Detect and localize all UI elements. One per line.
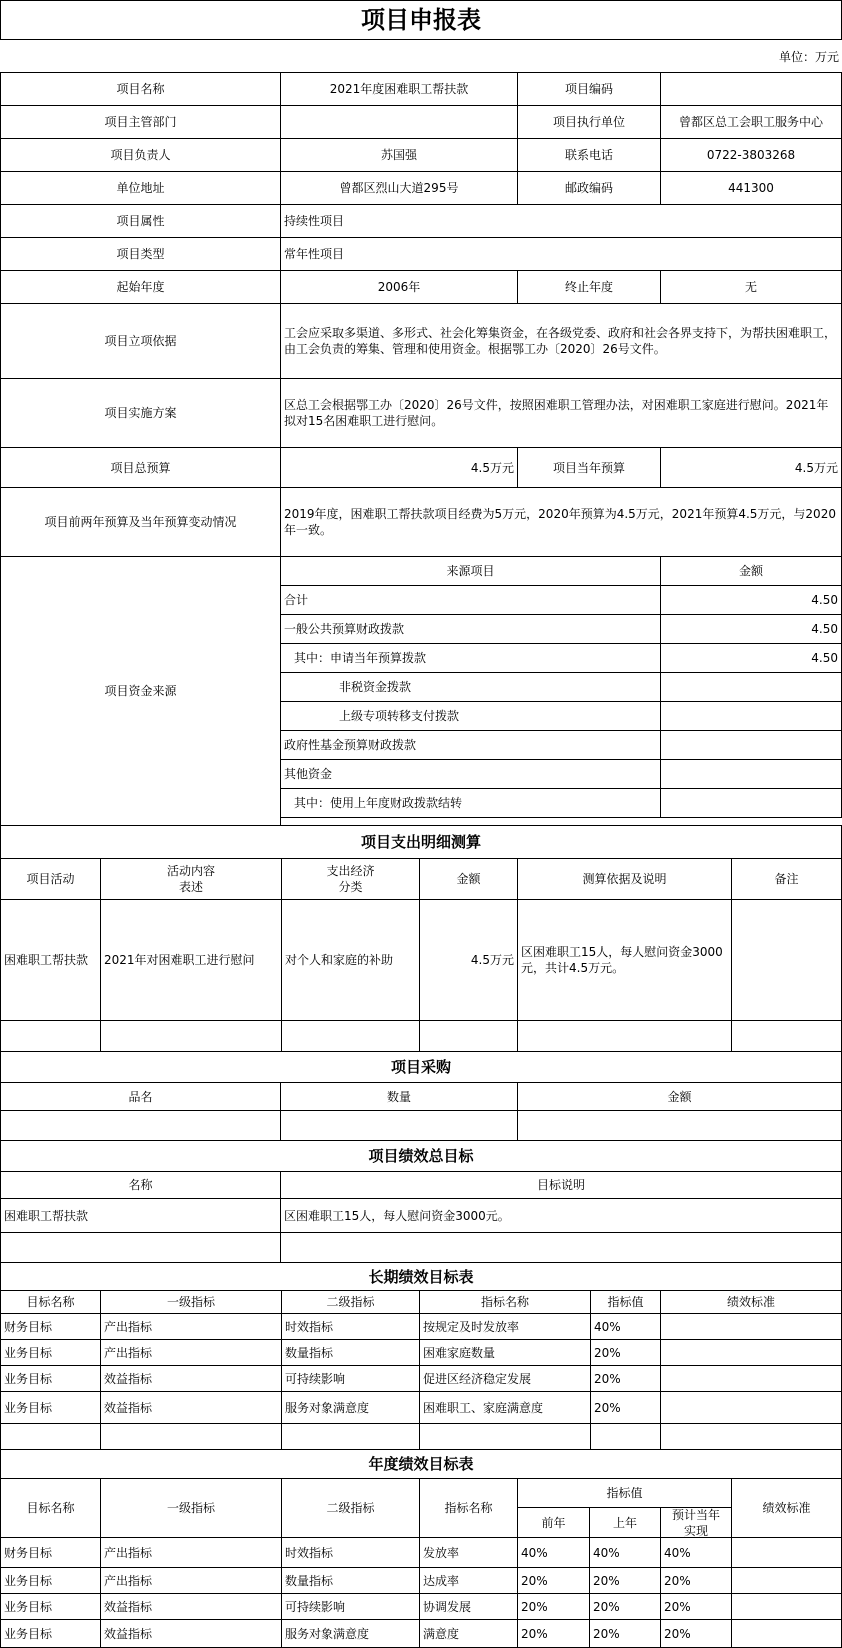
exp-h0: 项目活动: [0, 858, 101, 900]
lt-cell-1-5: [660, 1339, 842, 1366]
an-sh0: 前年: [517, 1507, 590, 1538]
lt-cell-0-4: 40%: [590, 1313, 661, 1340]
an-cell-1-6: 20%: [660, 1567, 732, 1594]
label-phone: 联系电话: [517, 138, 661, 172]
fund-amount-7: [660, 788, 842, 818]
an-cell-3-4: 20%: [517, 1619, 590, 1648]
lt-cell-3-0: 业务目标: [0, 1391, 101, 1424]
an-cell-3-5: 20%: [589, 1619, 661, 1648]
exp-r0: 困难职工帮扶款: [0, 899, 101, 1021]
lt-cell-3-5: [660, 1391, 842, 1424]
exp-empty2: [281, 1020, 420, 1052]
fund-amount-2: 4.50: [660, 643, 842, 673]
exp-empty4: [517, 1020, 732, 1052]
pur-e0: [0, 1110, 281, 1141]
exp-r2: 对个人和家庭的补助: [281, 899, 420, 1021]
lt-cell-2-5: [660, 1365, 842, 1392]
value-basis: 工会应采取多渠道、多形式、社会化筹集资金，在各级党委、政府和社会各界支持下，为帮扶困难职工，由工会负责的筹集、管理和使用资金。根据鄂工办〔2020〕26号文件。: [280, 303, 842, 379]
exp-h4: 测算依据及说明: [517, 858, 732, 900]
funds-head-src: 来源项目: [280, 556, 661, 586]
an-cell-0-6: 40%: [660, 1537, 732, 1568]
exp-r5: [731, 899, 842, 1021]
lt-cell-3-1: 效益指标: [100, 1391, 282, 1424]
lt-cell-4-0: [0, 1423, 101, 1450]
unit-label: 单位：万元: [0, 40, 842, 73]
exp-empty5: [731, 1020, 842, 1052]
fund-amount-5: [660, 730, 842, 760]
purchase-title: 项目采购: [0, 1051, 842, 1083]
fund-name-2: 其中：申请当年预算拨款: [280, 643, 661, 673]
an-cell-1-3: 达成率: [419, 1567, 518, 1594]
lt-cell-1-2: 数量指标: [281, 1339, 420, 1366]
label-start: 起始年度: [0, 270, 281, 304]
label-change: 项目前两年预算及当年预算变动情况: [0, 487, 281, 557]
value-name: 2021年度困难职工帮扶款: [280, 72, 518, 106]
exp-h1: 活动内容 表述: [100, 858, 282, 900]
an-cell-1-0: 业务目标: [0, 1567, 101, 1594]
label-plan: 项目实施方案: [0, 378, 281, 448]
lt-cell-4-1: [100, 1423, 282, 1450]
an-cell-1-2: 数量指标: [281, 1567, 420, 1594]
an-cell-1-7: [731, 1567, 842, 1594]
value-phone: 0722-3803268: [660, 138, 842, 172]
lt-cell-4-4: [590, 1423, 661, 1450]
an-sh1: 上年: [589, 1507, 661, 1538]
lt-cell-1-0: 业务目标: [0, 1339, 101, 1366]
an-cell-2-7: [731, 1593, 842, 1620]
label-name: 项目名称: [0, 72, 281, 106]
lt-h4: 指标值: [590, 1290, 661, 1314]
label-dept: 项目主管部门: [0, 105, 281, 139]
pur-e2: [517, 1110, 842, 1141]
lt-cell-0-5: [660, 1313, 842, 1340]
an-cell-0-0: 财务目标: [0, 1537, 101, 1568]
fund-name-6: 其他资金: [280, 759, 661, 789]
pt-r0: 困难职工帮扶款: [0, 1198, 281, 1233]
annual-title: 年度绩效目标表: [0, 1449, 842, 1479]
exp-empty3: [419, 1020, 518, 1052]
lt-cell-1-4: 20%: [590, 1339, 661, 1366]
fund-amount-6: [660, 759, 842, 789]
exp-empty1: [100, 1020, 282, 1052]
lt-cell-3-2: 服务对象满意度: [281, 1391, 420, 1424]
lt-cell-3-3: 困难职工、家庭满意度: [419, 1391, 591, 1424]
pur-e1: [280, 1110, 518, 1141]
lt-cell-1-3: 困难家庭数量: [419, 1339, 591, 1366]
fund-amount-3: [660, 672, 842, 702]
an-cell-2-3: 协调发展: [419, 1593, 518, 1620]
an-h2: 二级指标: [281, 1478, 420, 1538]
label-addr: 单位地址: [0, 171, 281, 205]
value-addr: 曾都区烈山大道295号: [280, 171, 518, 205]
an-sh2: 预计当年 实现: [660, 1507, 732, 1538]
an-cell-0-4: 40%: [517, 1537, 590, 1568]
lt-cell-2-4: 20%: [590, 1365, 661, 1392]
lt-cell-2-0: 业务目标: [0, 1365, 101, 1392]
lt-cell-2-1: 效益指标: [100, 1365, 282, 1392]
an-h0: 目标名称: [0, 1478, 101, 1538]
value-dept: [280, 105, 518, 139]
an-cell-3-2: 服务对象满意度: [281, 1619, 420, 1648]
lt-cell-4-2: [281, 1423, 420, 1450]
an-h4: 指标值: [517, 1478, 732, 1508]
pur-h2: 金额: [517, 1082, 842, 1111]
long-term-title: 长期绩效目标表: [0, 1262, 842, 1291]
label-end: 终止年度: [517, 270, 661, 304]
exp-h5: 备注: [731, 858, 842, 900]
fund-name-0: 合计: [280, 585, 661, 615]
label-exec: 项目执行单位: [517, 105, 661, 139]
fund-name-4: 上级专项转移支付拨款: [280, 701, 661, 731]
value-type: 常年性项目: [280, 237, 842, 271]
label-leader: 项目负责人: [0, 138, 281, 172]
pt-e0: [0, 1232, 281, 1263]
pur-h0: 品名: [0, 1082, 281, 1111]
label-total: 项目总预算: [0, 447, 281, 488]
fund-amount-0: 4.50: [660, 585, 842, 615]
lt-cell-4-3: [419, 1423, 591, 1450]
value-plan: 区总工会根据鄂工办〔2020〕26号文件，按照困难职工管理办法，对困难职工家庭进行慰问。2021年拟对15名困难职工进行慰问。: [280, 378, 842, 448]
expense-title: 项目支出明细测算: [0, 825, 842, 859]
exp-h2: 支出经济 分类: [281, 858, 420, 900]
lt-h0: 目标名称: [0, 1290, 101, 1314]
label-funds: 项目资金来源: [0, 556, 281, 826]
pt-r1: 区困难职工15人，每人慰问资金3000元。: [280, 1198, 842, 1233]
value-code: [660, 72, 842, 106]
an-cell-1-5: 20%: [589, 1567, 661, 1594]
value-zip: 441300: [660, 171, 842, 205]
an-h1: 一级指标: [100, 1478, 282, 1538]
fund-name-7: 其中：使用上年度财政拨款结转: [280, 788, 661, 818]
an-cell-3-6: 20%: [660, 1619, 732, 1648]
an-cell-0-3: 发放率: [419, 1537, 518, 1568]
lt-cell-2-3: 促进区经济稳定发展: [419, 1365, 591, 1392]
label-year: 项目当年预算: [517, 447, 661, 488]
value-change: 2019年度，困难职工帮扶款项目经费为5万元，2020年预算为4.5万元，2021年预算4.5万元，与2020年一致。: [280, 487, 842, 557]
perf-total-title: 项目绩效总目标: [0, 1140, 842, 1172]
value-end: 无: [660, 270, 842, 304]
lt-h1: 一级指标: [100, 1290, 282, 1314]
fund-name-1: 一般公共预算财政拨款: [280, 614, 661, 644]
an-cell-3-7: [731, 1619, 842, 1648]
label-code: 项目编码: [517, 72, 661, 106]
label-attr: 项目属性: [0, 204, 281, 238]
value-exec: 曾都区总工会职工服务中心: [660, 105, 842, 139]
lt-cell-0-3: 按规定及时发放率: [419, 1313, 591, 1340]
an-cell-0-1: 产出指标: [100, 1537, 282, 1568]
pt-h0: 名称: [0, 1171, 281, 1199]
exp-r1: 2021年对困难职工进行慰问: [100, 899, 282, 1021]
an-cell-3-0: 业务目标: [0, 1619, 101, 1648]
lt-cell-0-2: 时效指标: [281, 1313, 420, 1340]
lt-cell-3-4: 20%: [590, 1391, 661, 1424]
an-cell-2-4: 20%: [517, 1593, 590, 1620]
an-cell-2-1: 效益指标: [100, 1593, 282, 1620]
an-cell-1-1: 产出指标: [100, 1567, 282, 1594]
exp-empty0: [0, 1020, 101, 1052]
pt-e1: [280, 1232, 842, 1263]
fund-amount-1: 4.50: [660, 614, 842, 644]
fund-name-3: 非税资金拨款: [280, 672, 661, 702]
lt-cell-2-2: 可持续影响: [281, 1365, 420, 1392]
lt-cell-4-5: [660, 1423, 842, 1450]
lt-cell-1-1: 产出指标: [100, 1339, 282, 1366]
fund-name-5: 政府性基金预算财政拨款: [280, 730, 661, 760]
exp-r4: 区困难职工15人，每人慰问资金3000元，共计4.5万元。: [517, 899, 732, 1021]
an-h5: 绩效标准: [731, 1478, 842, 1538]
an-cell-0-5: 40%: [589, 1537, 661, 1568]
lt-cell-0-0: 财务目标: [0, 1313, 101, 1340]
value-leader: 苏国强: [280, 138, 518, 172]
an-h3: 指标名称: [419, 1478, 518, 1538]
value-year: 4.5万元: [660, 447, 842, 488]
an-cell-3-3: 满意度: [419, 1619, 518, 1648]
label-zip: 邮政编码: [517, 171, 661, 205]
lt-h2: 二级指标: [281, 1290, 420, 1314]
fund-amount-4: [660, 701, 842, 731]
pt-h1: 目标说明: [280, 1171, 842, 1199]
lt-h5: 绩效标准: [660, 1290, 842, 1314]
an-cell-2-6: 20%: [660, 1593, 732, 1620]
an-cell-0-2: 时效指标: [281, 1537, 420, 1568]
an-cell-2-5: 20%: [589, 1593, 661, 1620]
pur-h1: 数量: [280, 1082, 518, 1111]
value-total: 4.5万元: [280, 447, 518, 488]
exp-h3: 金额: [419, 858, 518, 900]
exp-r3: 4.5万元: [419, 899, 518, 1021]
value-attr: 持续性项目: [280, 204, 842, 238]
an-cell-0-7: [731, 1537, 842, 1568]
value-start: 2006年: [280, 270, 518, 304]
funds-head-amt: 金额: [660, 556, 842, 586]
lt-h3: 指标名称: [419, 1290, 591, 1314]
label-basis: 项目立项依据: [0, 303, 281, 379]
an-cell-3-1: 效益指标: [100, 1619, 282, 1648]
an-cell-2-0: 业务目标: [0, 1593, 101, 1620]
label-type: 项目类型: [0, 237, 281, 271]
an-cell-1-4: 20%: [517, 1567, 590, 1594]
an-cell-2-2: 可持续影响: [281, 1593, 420, 1620]
page-title: 项目申报表: [0, 0, 842, 40]
lt-cell-0-1: 产出指标: [100, 1313, 282, 1340]
